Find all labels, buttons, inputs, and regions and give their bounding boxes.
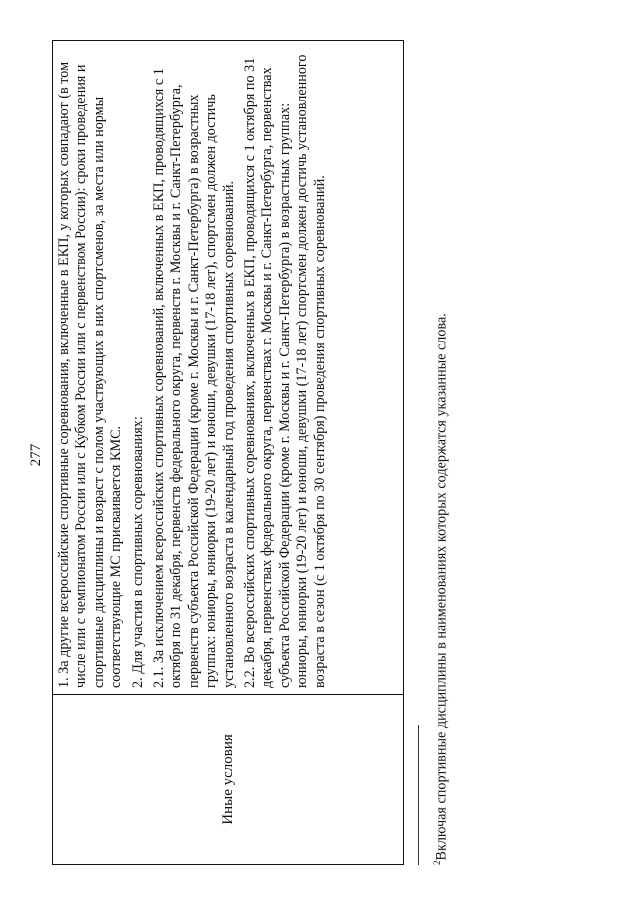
footnote (432, 313, 451, 865)
table-cell-content (53, 41, 403, 694)
paragraph-1: 1. За другие всероссийские спортивные соревнования, включенные в ЕКП, у которых совпадают (в том числе или с чемпионатом России или с Кубком России или с первенством России): сроки проведения и спортивные дисциплины и возраст с полом участвующих в них спортсменов, за места или нормы соответствующие МС присваивается КМС. (56, 61, 125, 688)
paragraph-2: 2. Для участия в спортивных соревнованиях: (129, 416, 146, 688)
footnote-marker: 2 (432, 860, 442, 865)
paragraph-2-1: 2.1. За исключением всероссийских спортивных соревнований, включенных в ЕКП, проводящихся с 1 октября по 31 декабря, первенств федерального округа, первенств г. Москвы и г. Санкт-Петербурга, первенств субъекта Российской Федерации (кроме г. Москвы и г. Санкт-Петербурга) в возрастных группах: юниоры, юниорки (19-20 лет) и юноши, девушки (17-18 лет), спортсмен должен достичь установленного возраста в календарный год проведения спортивных соревнований. (151, 68, 237, 688)
footnote-text: Включая спортивные дисциплины в наименованиях которых содержатся указанные слова. (433, 313, 450, 861)
page-number: 277 (28, 443, 44, 467)
conditions-table (52, 40, 404, 865)
footnote-divider (418, 725, 419, 865)
table-row-header (53, 694, 403, 864)
row-header-label: Иные условия (219, 734, 236, 825)
paragraph-2-2: 2.2. Во всероссийских спортивных соревнованиях, включенных в ЕКП, проводящихся с 1 октября по 31 декабря, первенствах федерального округа, первенствах г. Москвы и г. Санкт-Петербурга, первенствах субъекта Российской Федерации (кроме г. Москвы и г. Санкт-Петербурга) в возрастных группах: юниоры, юниорки (19-20 лет) и юноши, девушки (17-18 лет) спортсмен должен достичь установленного возраста в сезон (с 1 октября по 30 сентября) проведения спортивных соревнований. (242, 54, 328, 688)
